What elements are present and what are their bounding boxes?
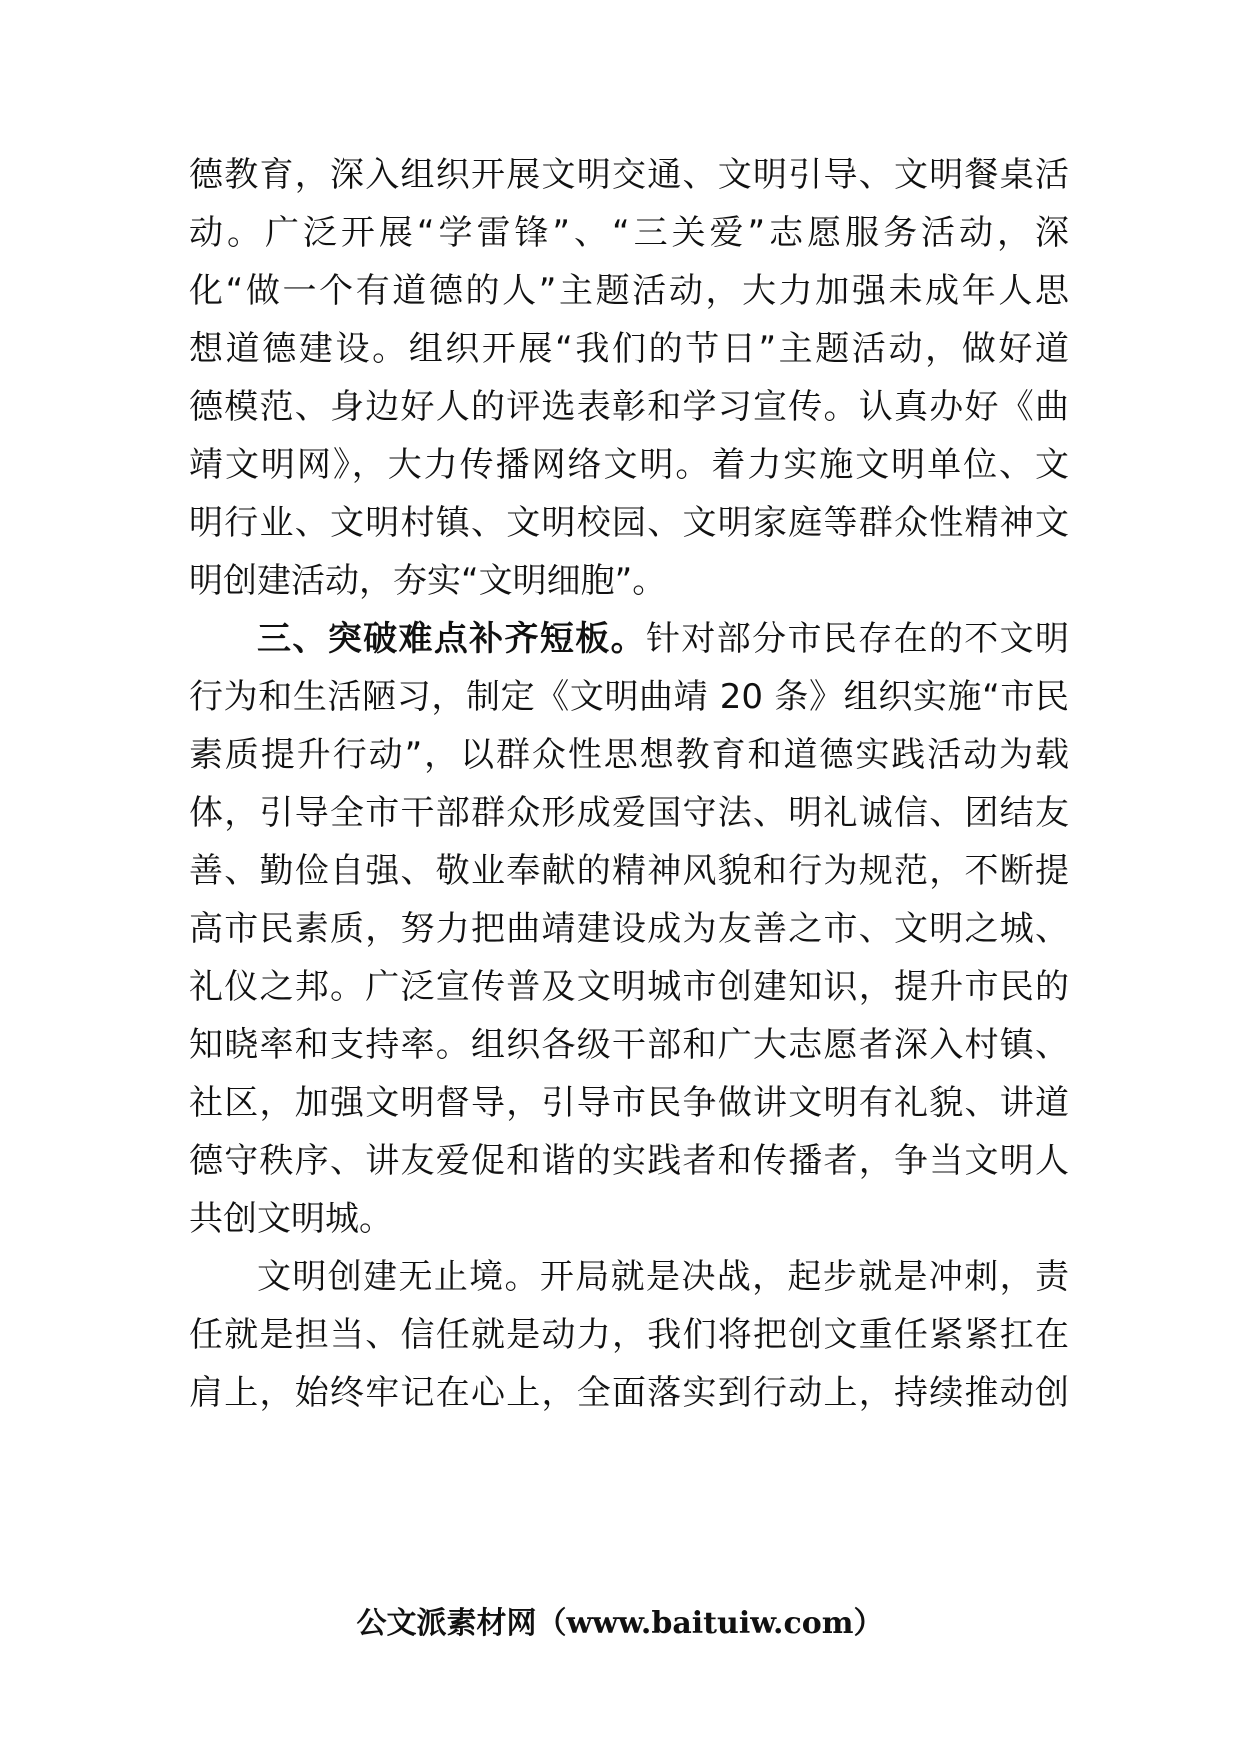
paragraph-line: 高市民素质，努力把曲靖建设成为友善之市、文明之城、 — [189, 909, 1069, 949]
paragraph-line: 素质提升行动”，以群众性思想教育和道德实践活动为载 — [189, 735, 1069, 775]
paragraph-line: 化“做一个有道德的人”主题活动，大力加强未成年人思 — [189, 271, 1069, 311]
section-heading: 三、突破难点补齐短板。 — [257, 619, 646, 659]
paragraph-line: 社区，加强文明督导，引导市民争做讲文明有礼貌、讲道 — [189, 1083, 1069, 1123]
paragraph-line: 动。广泛开展“学雷锋”、“三关爱”志愿服务活动，深 — [189, 213, 1069, 253]
paragraph-line: 任就是担当、信任就是动力，我们将把创文重任紧紧扛在 — [189, 1315, 1069, 1355]
paragraph-line: 行为和生活陋习，制定《文明曲靖 20 条》组织实施“市民 — [189, 677, 1069, 717]
paragraph-text: 针对部分市民存在的不文明 — [646, 619, 1069, 659]
paragraph-line: 德守秩序、讲友爱促和谐的实践者和传播者，争当文明人 — [189, 1141, 1069, 1181]
paragraph-line: 礼仪之邦。广泛宣传普及文明城市创建知识，提升市民的 — [189, 967, 1069, 1007]
paragraph-line: 善、勤俭自强、敬业奉献的精神风貌和行为规范，不断提 — [189, 851, 1069, 891]
paragraph-line: 想道德建设。组织开展“我们的节日”主题活动，做好道 — [189, 329, 1069, 369]
footer-watermark: 公文派素材网（www.baituiw.com） — [356, 1606, 884, 1641]
paragraph-line: 德模范、身边好人的评选表彰和学习宣传。认真办好《曲 — [189, 387, 1069, 427]
paragraph-line: 靖文明网》，大力传播网络文明。着力实施文明单位、文 — [189, 445, 1069, 485]
paragraph-line: 明行业、文明村镇、文明校园、文明家庭等群众性精神文 — [189, 503, 1069, 543]
paragraph-line: 肩上，始终牢记在心上，全面落实到行动上，持续推动创 — [189, 1373, 1069, 1413]
paragraph-line: 体，引导全市干部群众形成爱国守法、明礼诚信、团结友 — [189, 793, 1069, 833]
paragraph-line: 文明创建无止境。开局就是决战，起步就是冲刺，责 — [257, 1257, 1069, 1297]
paragraph-line: 德教育，深入组织开展文明交通、文明引导、文明餐桌活 — [189, 155, 1069, 195]
paragraph-line: 明创建活动，夯实“文明细胞”。 — [189, 561, 667, 601]
paragraph-line: 知晓率和支持率。组织各级干部和广大志愿者深入村镇、 — [189, 1025, 1069, 1065]
section-heading-line — [257, 619, 1069, 659]
paragraph-line: 共创文明城。 — [189, 1199, 393, 1239]
